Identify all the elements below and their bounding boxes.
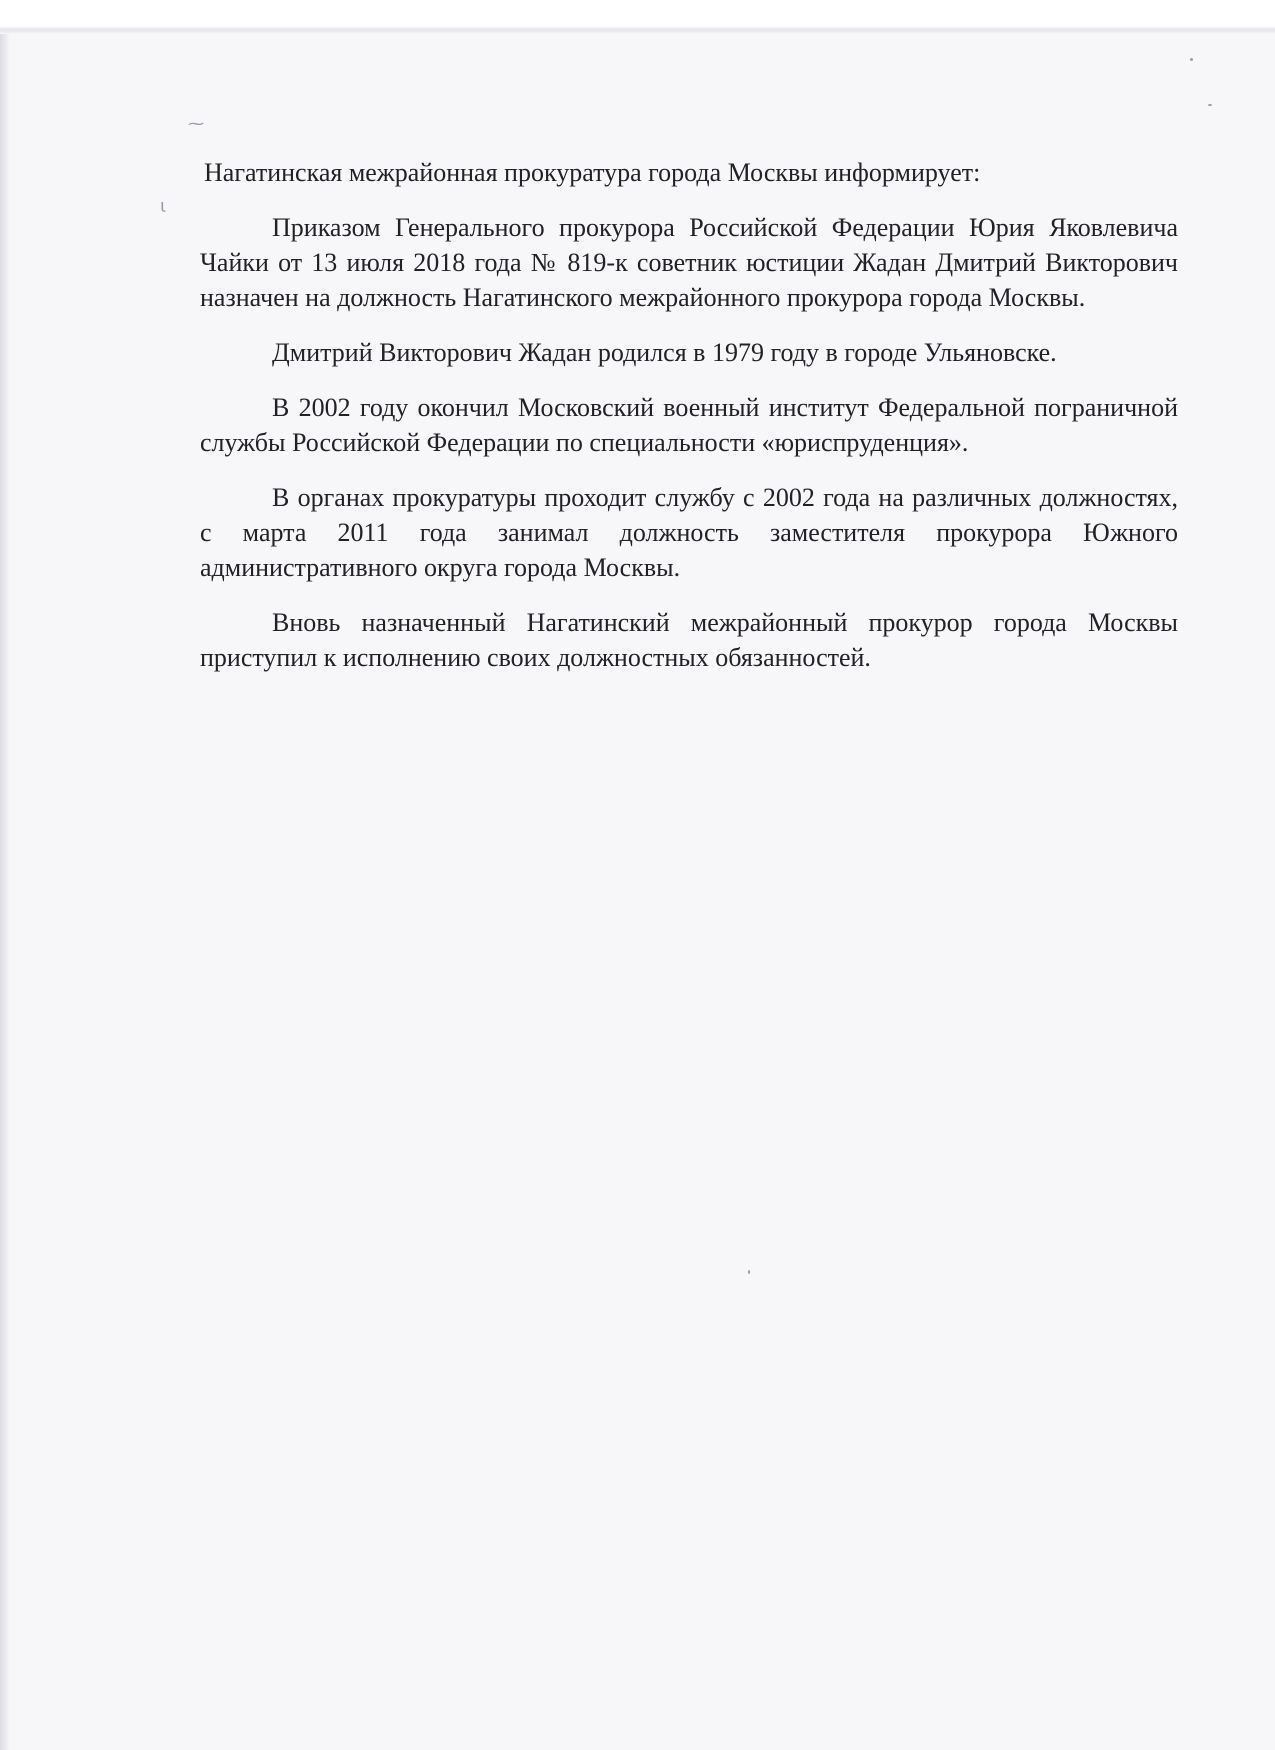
paragraph-appointment: Приказом Генерального прокурора Российской Федерации Юрия Яковлевича Чайки от 13 июля 2018 года № 819-к советник юстиции Жадан Дмитрий Викторович назначен на должность Нагатинского межрайонного прокурора города Москвы. bbox=[200, 213, 1178, 312]
scan-artifact-mark: ι bbox=[160, 196, 167, 217]
paragraph-duties: Вновь назначенный Нагатинский межрайонный прокурор города Москвы приступил к исполнению своих должностных обязанностей. bbox=[200, 608, 1178, 672]
document-body bbox=[200, 155, 1178, 695]
scan-speck bbox=[1190, 58, 1193, 61]
paragraph-education: В 2002 году окончил Московский военный институт Федеральной пограничной службы Российской Федерации по специальности «юриспруденция». bbox=[200, 393, 1178, 457]
paragraph-career: В органах прокуратуры проходит службу с 2002 года на различных должностях, с марта 2011 года занимал должность заместителя прокурора Южного административного округа города Москвы. bbox=[200, 483, 1178, 582]
document-heading: Нагатинская межрайонная прокуратура города Москвы информирует: bbox=[204, 158, 981, 187]
scan-shadow-left bbox=[0, 0, 10, 1750]
scan-speck bbox=[1208, 104, 1212, 106]
paragraph-birth: Дмитрий Викторович Жадан родился в 1979 году в городе Ульяновске. bbox=[272, 338, 1057, 367]
scan-edge-top bbox=[0, 0, 1275, 34]
scan-speck bbox=[748, 1270, 750, 1274]
scan-artifact-mark: ⁓ bbox=[188, 114, 204, 133]
